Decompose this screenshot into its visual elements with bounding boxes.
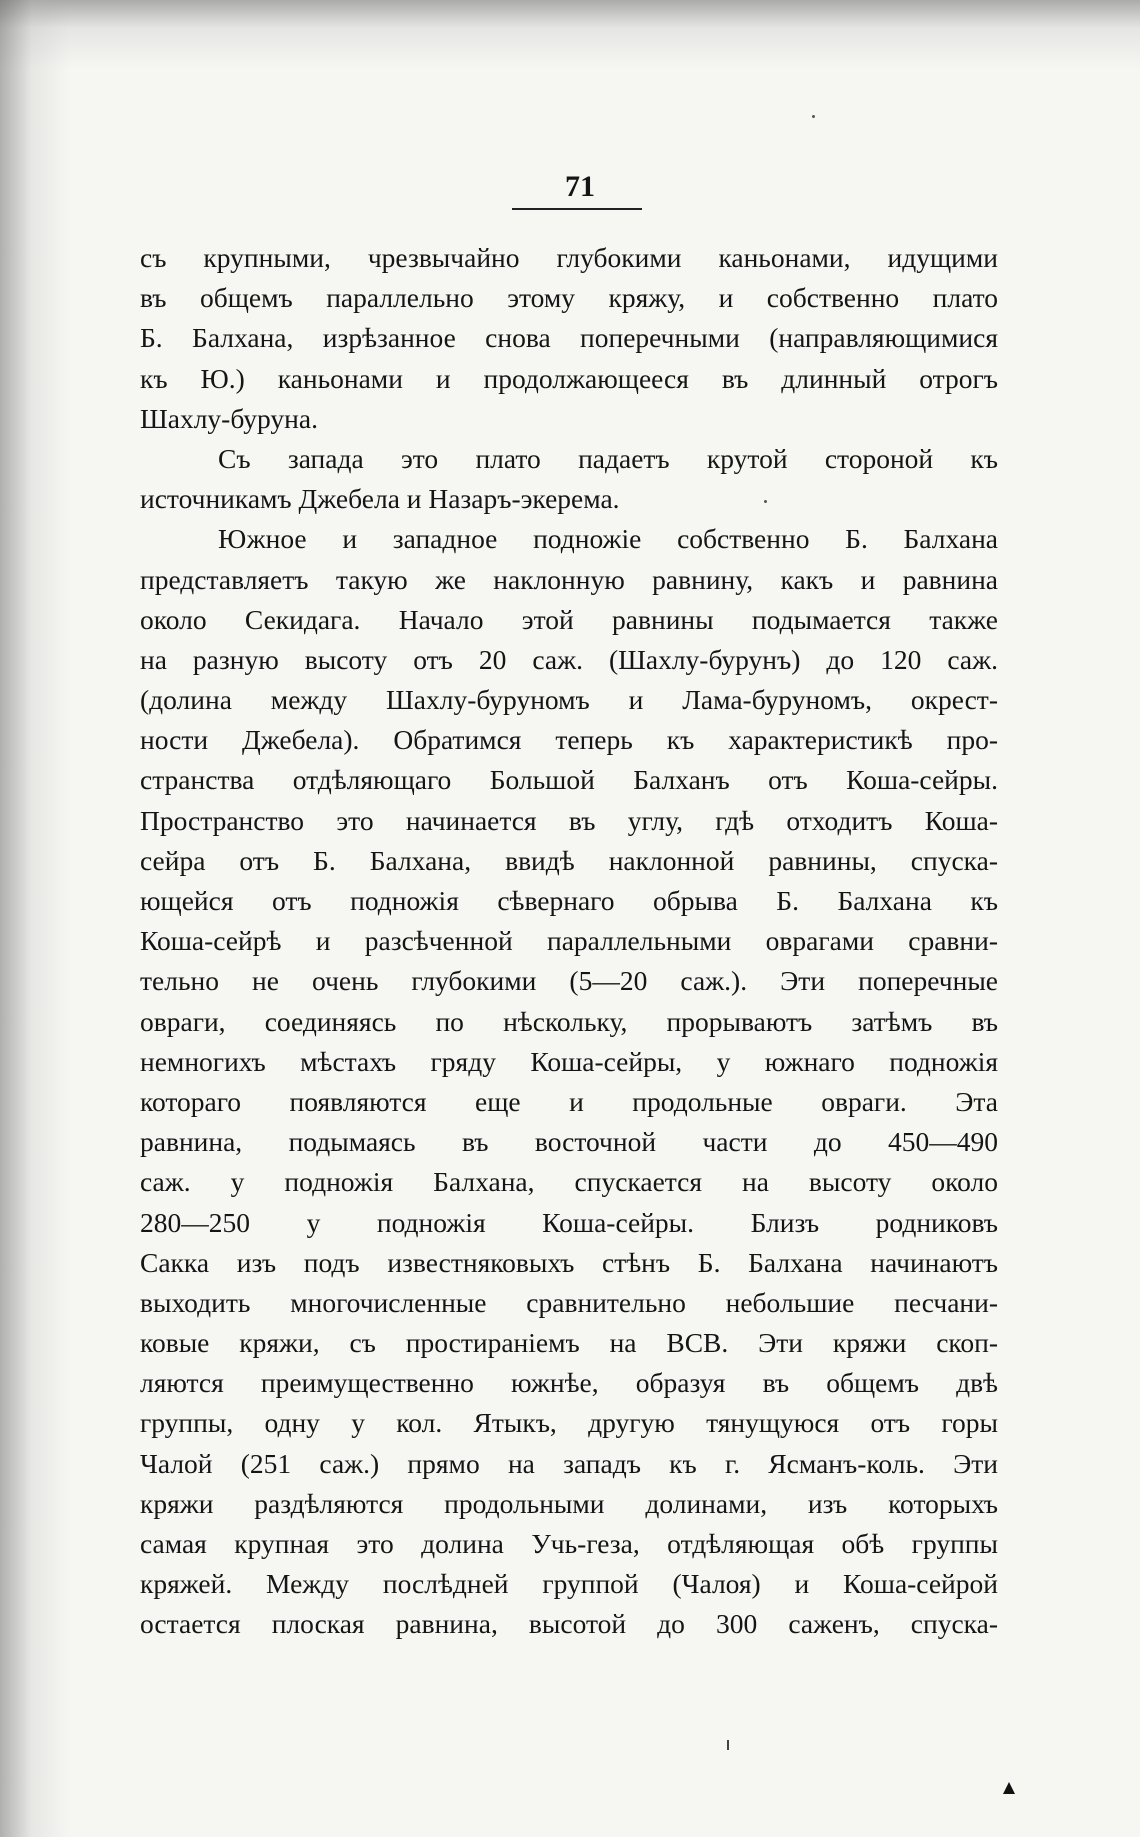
text-line: немногихъ мѣстахъ гряду Коша-сейры, у южнаго подножія bbox=[140, 1045, 998, 1077]
page-number: 71 bbox=[565, 170, 595, 203]
text-line: Чалой (251 саж.) прямо на западъ къ г. Ясманъ-коль. Эти bbox=[140, 1447, 998, 1479]
page-number-underline bbox=[512, 208, 642, 210]
text-line: самая крупная это долина Учь-геза, отдѣляющая обѣ группы bbox=[140, 1528, 998, 1559]
text-line: сейра отъ Б. Балхана, ввидѣ наклонной равнины, спуска- bbox=[140, 844, 998, 876]
corner-triangle-mark bbox=[1003, 1782, 1015, 1794]
text-line: саж. у подножія Балхана, спускается на высоту около bbox=[140, 1166, 998, 1198]
scan-speck bbox=[764, 500, 767, 503]
text-line: (долина между Шахлу-буруномъ и Лама-буруномъ, окрест- bbox=[140, 684, 998, 716]
text-line: остается плоская равнина, высотой до 300 саженъ, спуска- bbox=[140, 1608, 998, 1640]
text-line: Шахлу-буруна. bbox=[140, 402, 318, 434]
scan-top-shadow bbox=[0, 0, 1140, 70]
text-line: странства отдѣляющаго Большой Балханъ отъ Коша-сейры. bbox=[140, 764, 998, 796]
text-line: представляетъ такую же наклонную равнину, какъ и равнина bbox=[140, 563, 998, 595]
text-line: котораго появляются еще и продольные овраги. Эта bbox=[140, 1085, 998, 1117]
text-line: съ крупными, чрезвычайно глубокими каньонами, идущими bbox=[140, 242, 998, 273]
scan-left-shadow bbox=[0, 0, 70, 1837]
text-line: около Секидага. Начало этой равнины подымается также bbox=[140, 603, 998, 635]
text-line: къ Ю.) каньонами и продолжающееся въ длинный отрогъ bbox=[140, 362, 998, 394]
text-line: группы, одну у кол. Ятыкъ, другую тянущуюся отъ горы bbox=[140, 1407, 998, 1439]
text-line: Пространство это начинается въ углу, гдѣ отходитъ Коша- bbox=[140, 804, 998, 836]
text-line: овраги, соединяясь по нѣскольку, прорываютъ затѣмъ въ bbox=[140, 1005, 998, 1037]
body-text bbox=[140, 238, 998, 1645]
text-line: ющейся отъ подножія сѣвернаго обрыва Б. Балхана къ bbox=[140, 885, 998, 916]
text-line: тельно не очень глубокими (5—20 саж.). Эти поперечные bbox=[140, 965, 998, 997]
text-line: ляются преимущественно южнѣе, образуя въ общемъ двѣ bbox=[140, 1367, 998, 1399]
text-line: Съ запада это плато падаетъ крутой стороной къ bbox=[218, 442, 998, 474]
text-line: Б. Балхана, изрѣзанное снова поперечными (направляющимися bbox=[140, 322, 998, 354]
text-line: Коша-сейрѣ и разсѣченной параллельными оврагами сравни- bbox=[140, 925, 998, 957]
text-line: Сакка изъ подъ известняковыхъ стѣнъ Б. Балхана начинаютъ bbox=[140, 1246, 998, 1278]
text-line: ковые кряжи, съ простираніемъ на ВСВ. Эти кряжи скоп- bbox=[140, 1327, 998, 1359]
text-line: источникамъ Джебела и Назаръ-экерема. bbox=[140, 483, 620, 515]
text-line: въ общемъ параллельно этому кряжу, и собственно плато bbox=[140, 282, 998, 314]
text-line: кряжей. Между послѣдней группой (Чалоя) и Коша-сейрой bbox=[140, 1568, 998, 1600]
text-line: на разную высоту отъ 20 саж. (Шахлу-бурунъ) до 120 саж. bbox=[140, 643, 998, 675]
scan-tick-mark bbox=[727, 1740, 729, 1750]
text-line: 280—250 у подножія Коша-сейры. Близъ родниковъ bbox=[140, 1206, 998, 1238]
text-line: ности Джебела). Обратимся теперь къ характеристикѣ про- bbox=[140, 724, 998, 756]
scan-speck bbox=[812, 115, 815, 118]
text-line: равнина, подымаясь въ восточной части до 450—490 bbox=[140, 1126, 998, 1158]
text-line: выходить многочисленные сравнительно небольшие песчани- bbox=[140, 1286, 998, 1318]
text-line: кряжи раздѣляются продольными долинами, изъ которыхъ bbox=[140, 1487, 998, 1519]
text-line: Южное и западное подножіе собственно Б. Балхана bbox=[218, 523, 998, 555]
